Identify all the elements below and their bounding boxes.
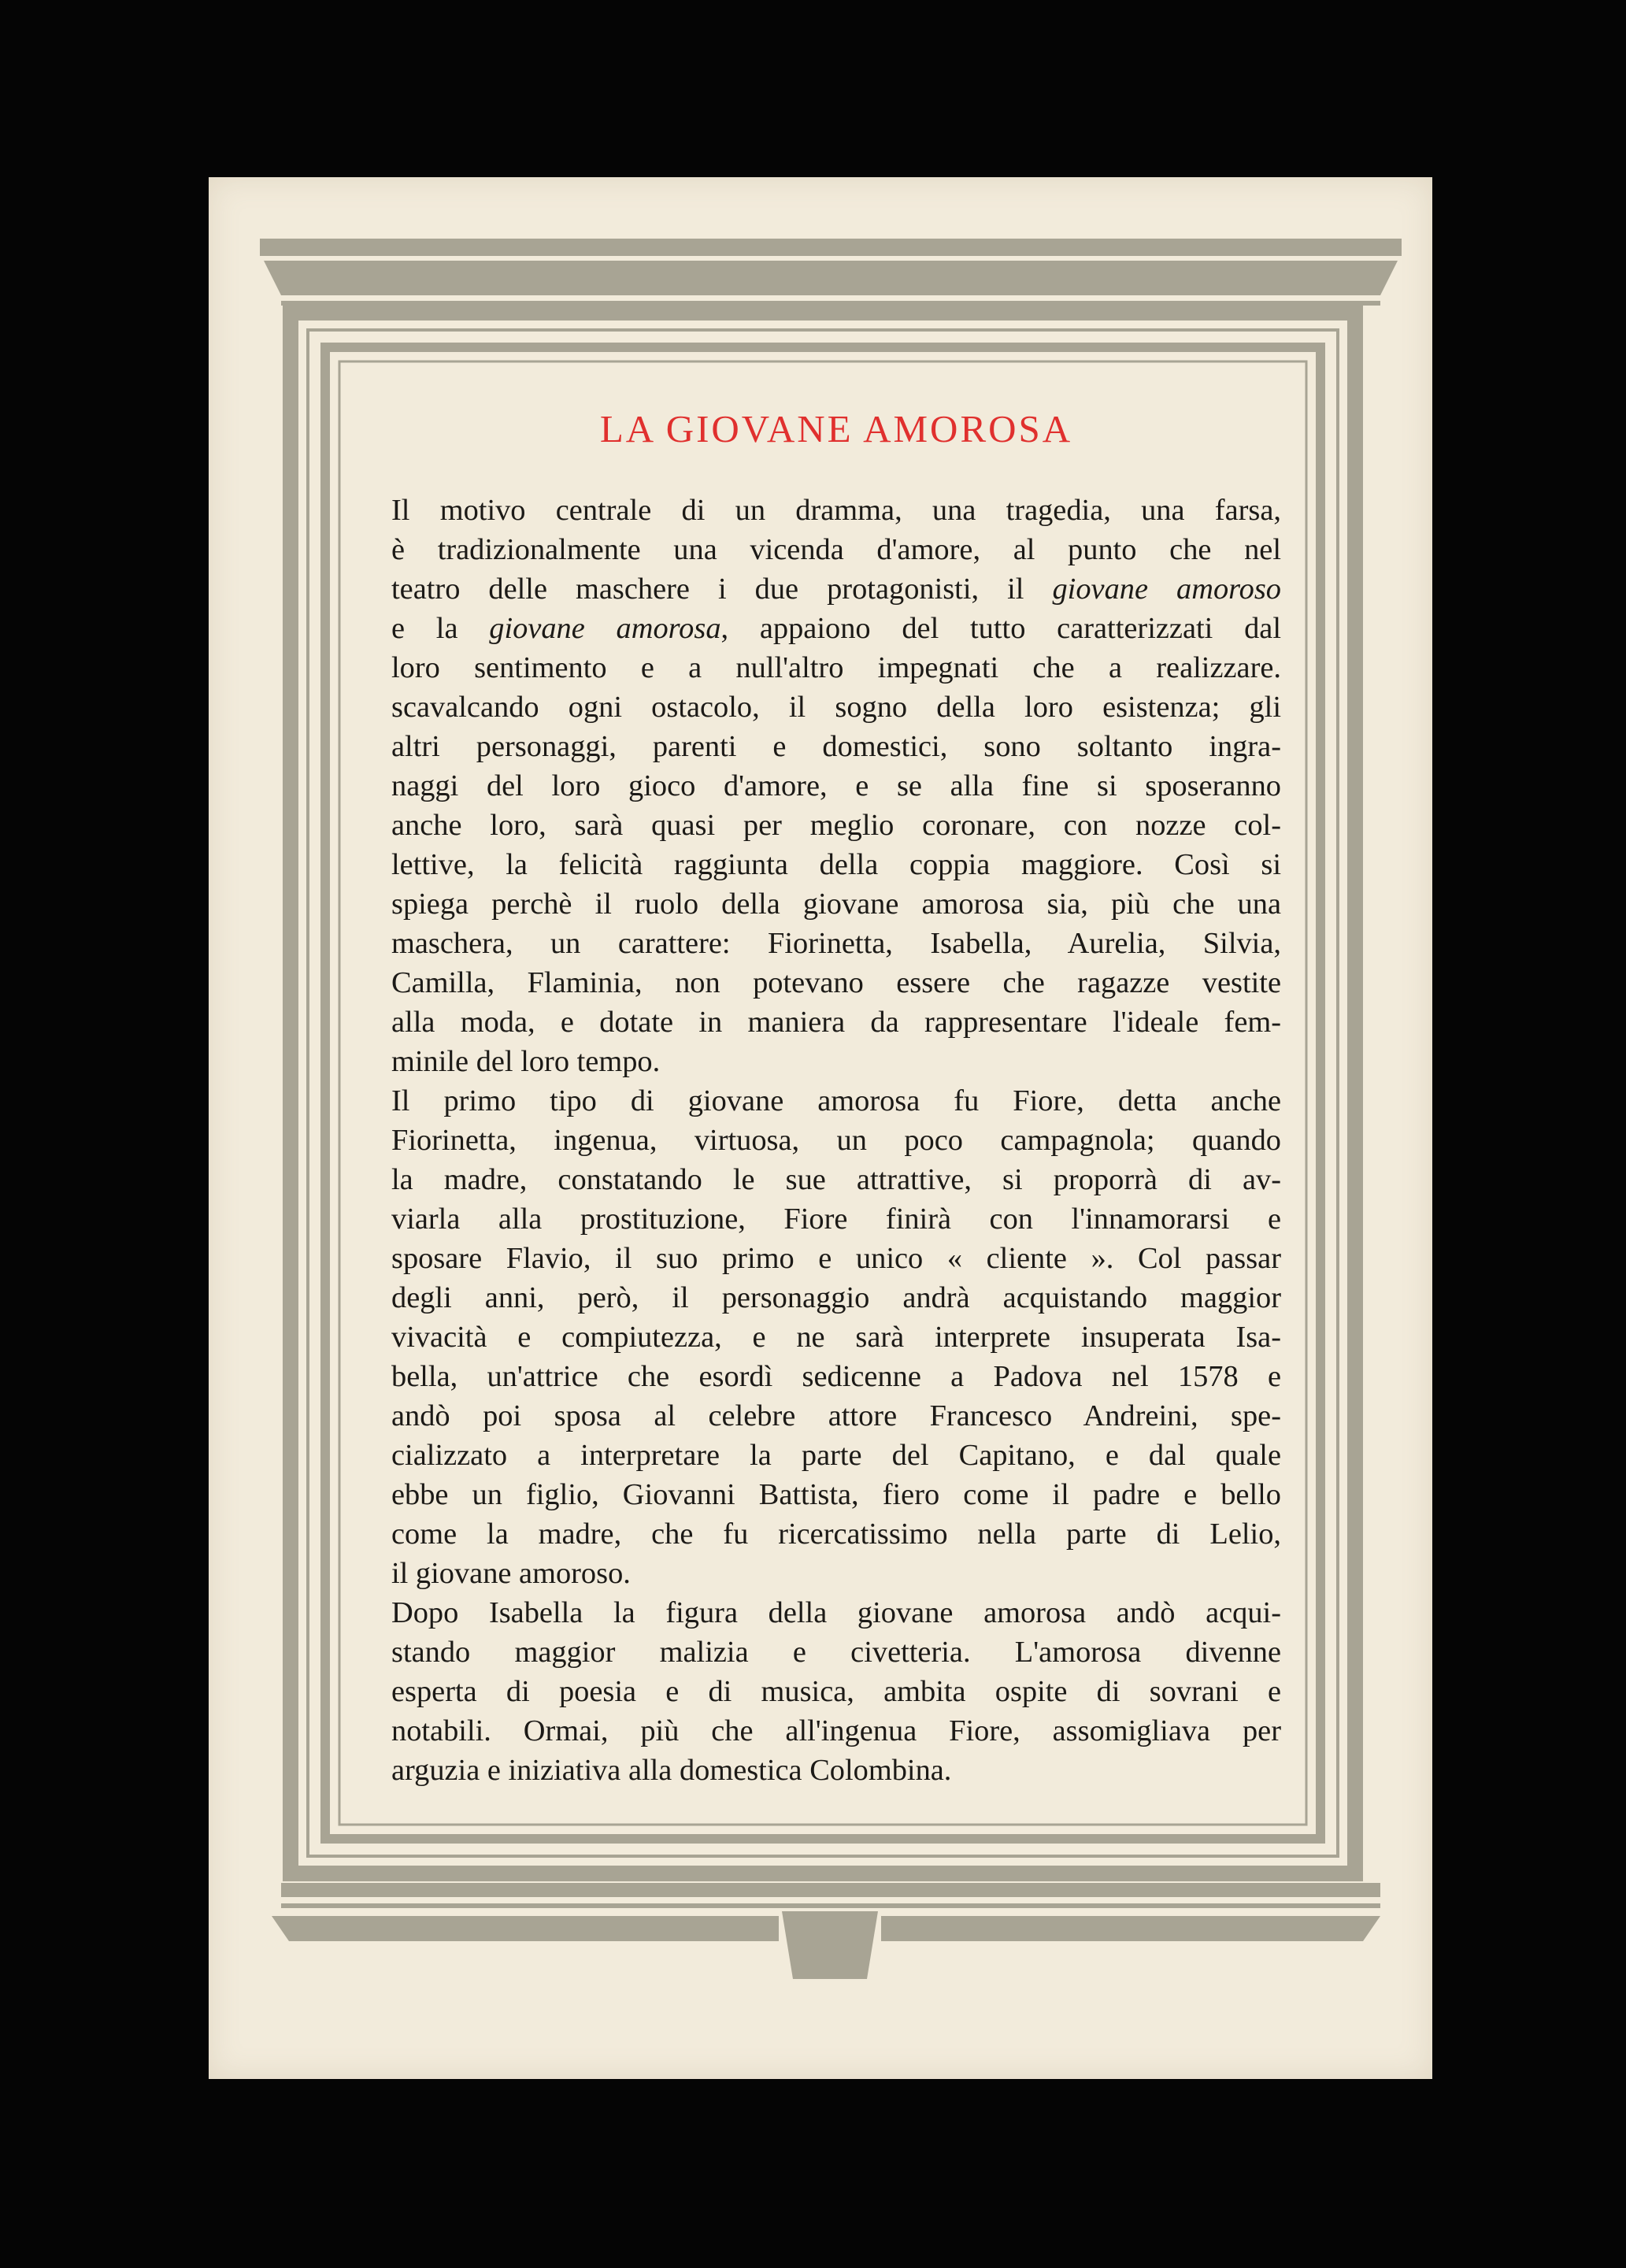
cornice-top-band — [260, 239, 1402, 256]
body-text — [391, 491, 1281, 1790]
text-line: spiega perchè il ruolo della giovane amorosa sia, più che una — [391, 888, 1281, 921]
text-line: degli anni, però, il personaggio andrà acquistando maggior — [391, 1281, 1281, 1314]
text-line: lettive, la felicità raggiunta della coppia maggiore. Così si — [391, 848, 1281, 881]
italic-term: giovane amorosa — [489, 612, 721, 645]
text-line: ebbe un figlio, Giovanni Battista, fiero come il padre e bello — [391, 1478, 1281, 1511]
text-line: Dopo Isabella la figura della giovane amorosa andò acqui- — [391, 1596, 1281, 1629]
cornice-top-trapezoid — [264, 261, 1398, 295]
paragraph — [391, 1593, 1281, 1790]
text-line: stando maggior malizia e civetteria. L'amorosa divenne — [391, 1636, 1281, 1669]
text-line: Il motivo centrale di un dramma, una tragedia, una farsa, — [391, 494, 1281, 527]
text-content — [391, 406, 1281, 1790]
text-line: alla moda, e dotate in maniera da rappresentare l'ideale fem- — [391, 1006, 1281, 1039]
text-line: notabili. Ormai, più che all'ingenua Fiore, assomigliava per — [391, 1714, 1281, 1747]
text-line: arguzia e iniziativa alla domestica Colombina. — [391, 1754, 952, 1787]
text-line: anche loro, sarà quasi per meglio coronare, con nozze col- — [391, 809, 1281, 842]
text-line: cializzato a interpretare la parte del Capitano, e dal quale — [391, 1439, 1281, 1472]
base-center-keystone — [782, 1911, 878, 1979]
text-line: loro sentimento e a null'altro impegnati che a realizzare. — [391, 651, 1281, 684]
base-band — [281, 1883, 1380, 1897]
text-line: andò poi sposa al celebre attore Francesco Andreini, spe- — [391, 1399, 1281, 1432]
text-line: il giovane amoroso. — [391, 1557, 631, 1590]
card — [209, 177, 1432, 2079]
text-line: maschera, un carattere: Fiorinetta, Isabella, Aurelia, Silvia, — [391, 927, 1281, 960]
text-line: viarla alla prostituzione, Fiore finirà con l'innamorarsi e — [391, 1203, 1281, 1236]
base-right-slab — [881, 1916, 1380, 1941]
text-line: Camilla, Flaminia, non potevano essere che ragazze vestite — [391, 966, 1281, 999]
text-line: teatro delle maschere i due protagonisti, il giovane amoroso — [391, 573, 1281, 606]
text-line: altri personaggi, parenti e domestici, sono soltanto ingra- — [391, 730, 1281, 763]
text-line: minile del loro tempo. — [391, 1045, 661, 1078]
text-line: esperta di poesia e di musica, ambita ospite di sovrani e — [391, 1675, 1281, 1708]
text-line: la madre, constatando le sue attrattive, si proporrà di av- — [391, 1163, 1281, 1196]
base-thin — [281, 1903, 1380, 1908]
text-line: è tradizionalmente una vicenda d'amore, al punto che nel — [391, 533, 1281, 566]
base-left-slab — [272, 1916, 779, 1941]
paragraph — [391, 491, 1281, 1081]
text-line: come la madre, che fu ricercatissimo nella parte di Lelio, — [391, 1518, 1281, 1551]
paragraph — [391, 1081, 1281, 1593]
text-line: Il primo tipo di giovane amorosa fu Fiore, detta anche — [391, 1084, 1281, 1117]
italic-term: giovane amoroso — [1052, 573, 1281, 606]
text-line: sposare Flavio, il suo primo e unico « cliente ». Col passar — [391, 1242, 1281, 1275]
text-line: bella, un'attrice che esordì sedicenne a Padova nel 1578 e — [391, 1360, 1281, 1393]
page-title: LA GIOVANE AMOROSA — [599, 407, 1073, 450]
text-line: e la giovane amorosa, appaiono del tutto caratterizzati dal — [391, 612, 1281, 645]
text-line: naggi del loro gioco d'amore, e se alla fine si sposeranno — [391, 769, 1281, 802]
text-line: scavalcando ogni ostacolo, il sogno della loro esistenza; gli — [391, 691, 1281, 724]
text-line: vivacità e compiutezza, e ne sarà interprete insuperata Isa- — [391, 1321, 1281, 1354]
text-line: Fiorinetta, ingenua, virtuosa, un poco campagnola; quando — [391, 1124, 1281, 1157]
